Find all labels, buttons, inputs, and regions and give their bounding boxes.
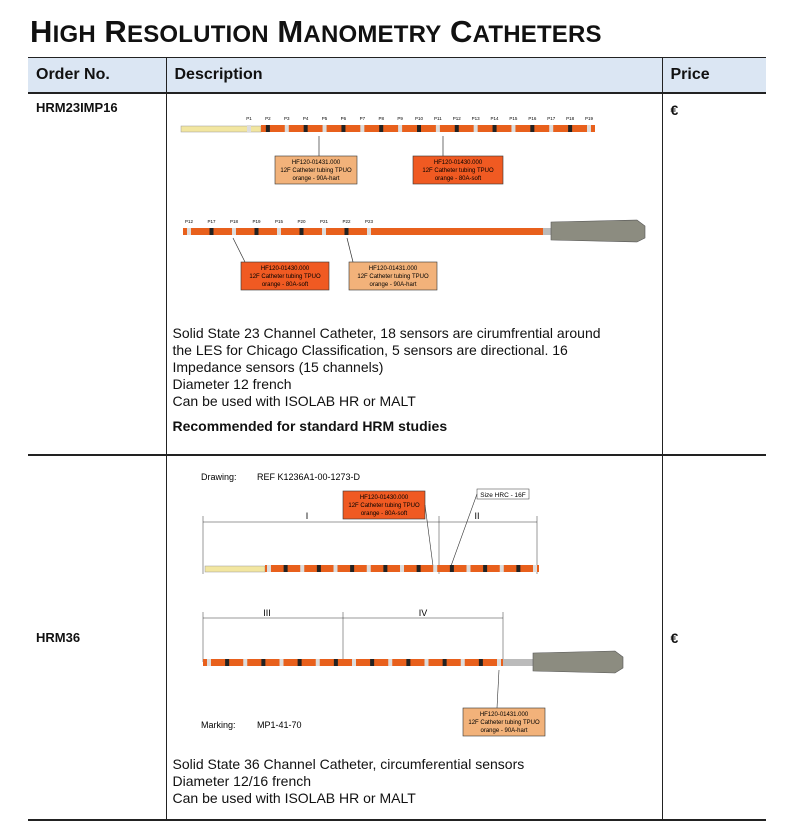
- svg-text:HF120-01430.000: HF120-01430.000: [260, 266, 309, 272]
- svg-text:HF120-01430.000: HF120-01430.000: [433, 160, 482, 166]
- tubing-box: [343, 491, 425, 519]
- sensor-mark: [284, 125, 288, 132]
- header-price: Price: [662, 58, 766, 94]
- svg-text:orange - 80A-soft: orange - 80A-soft: [360, 511, 407, 517]
- table-header-row: [28, 58, 766, 94]
- svg-text:orange - 90A-hart: orange - 90A-hart: [291, 176, 340, 182]
- table-row: [28, 93, 766, 455]
- tubing-box: [349, 262, 437, 290]
- svg-text:HF120-01431.000: HF120-01431.000: [291, 160, 340, 166]
- tubing-box: [413, 156, 503, 184]
- sensor-label: P12: [184, 219, 193, 224]
- svg-text:HF120-01430.000: HF120-01430.000: [359, 495, 408, 501]
- sensor-label: P6: [340, 116, 346, 121]
- sensor-mark: [283, 565, 287, 572]
- sensor-mark: [265, 125, 269, 132]
- sensor-label: P17: [206, 219, 216, 224]
- svg-text:12F Catheter tubing TPUO: 12F Catheter tubing TPUO: [248, 274, 321, 280]
- tubing-box: [241, 262, 329, 290]
- order-number: HRM23IMP16: [28, 93, 166, 455]
- sensor-mark: [473, 125, 477, 132]
- svg-text:HF120-01431.000: HF120-01431.000: [479, 712, 528, 718]
- sensor-mark: [360, 125, 364, 132]
- sensor-mark: [516, 565, 520, 572]
- svg-text:Marking:: Marking:: [200, 720, 236, 730]
- sensor-mark: [277, 228, 281, 235]
- sensor-label: P7: [359, 116, 365, 121]
- header-description: Description: [166, 58, 662, 94]
- svg-text:MP1-41-70: MP1-41-70: [256, 720, 302, 730]
- description-text: Solid State 23 Channel Catheter, 18 sensors are cirumfrential around the LES for Chicago Classification, 5 sensors are directional. 16 Impedance sensors (15 channels) Diameter 12 french Can be used with ISOLAB HR or MALT: [172, 325, 601, 409]
- sensor-mark: [478, 659, 482, 666]
- sensor-mark: [366, 565, 370, 572]
- sensor-label: P18: [565, 116, 574, 121]
- sensor-label: P22: [341, 219, 351, 224]
- sensor-mark: [315, 659, 319, 666]
- sensor-label: P17: [546, 116, 555, 121]
- sensor-mark: [533, 565, 537, 572]
- sensor-mark: [322, 125, 326, 132]
- sensor-mark: [322, 228, 326, 235]
- svg-text:HF120-01431.000: HF120-01431.000: [368, 266, 417, 272]
- sensor-label: P14: [490, 116, 499, 121]
- svg-text:12F Catheter tubing TPUO: 12F Catheter tubing TPUO: [347, 503, 420, 509]
- svg-text:12F Catheter tubing TPUO: 12F Catheter tubing TPUO: [467, 720, 540, 726]
- sensor-label: P13: [471, 116, 480, 121]
- header-order: Order No.: [28, 58, 166, 94]
- recommendation-note: Recommended for standard HRM studies: [172, 418, 448, 434]
- sensor-mark: [297, 659, 301, 666]
- svg-text:orange - 80A-soft: orange - 80A-soft: [434, 176, 481, 182]
- svg-text:12F Catheter tubing TPUO: 12F Catheter tubing TPUO: [421, 168, 494, 174]
- catheter-drawing-hrm36: [167, 456, 663, 756]
- sensor-label: P1: [245, 116, 252, 121]
- sensor-mark: [187, 228, 191, 235]
- catheter-drawing-hrm23: [167, 94, 663, 322]
- sensor-label: P9: [396, 116, 403, 121]
- sensor-mark: [460, 659, 464, 666]
- sensor-mark: [587, 125, 591, 132]
- sensor-mark: [398, 125, 402, 132]
- svg-text:REF K1236A1-00-1273-D: REF K1236A1-00-1273-D: [256, 472, 360, 482]
- sensor-mark: [207, 659, 211, 666]
- sensor-mark: [344, 228, 348, 235]
- page-title: HIGH RESOLUTION MANOMETRY CATHETERS: [30, 14, 602, 49]
- sensor-mark: [497, 659, 501, 666]
- sensor-label: P5: [321, 116, 327, 121]
- sensor-mark: [300, 565, 304, 572]
- sensor-mark: [367, 228, 371, 235]
- sensor-mark: [449, 565, 453, 572]
- sensor-mark: [424, 659, 428, 666]
- catalog-table: [28, 57, 766, 821]
- tubing-box: [463, 708, 545, 736]
- sensor-label: P19: [584, 116, 593, 121]
- sensor-label: P12: [452, 116, 461, 121]
- sensor-mark: [333, 565, 337, 572]
- sensor-mark: [254, 228, 258, 235]
- svg-text:orange - 80A-soft: orange - 80A-soft: [261, 282, 308, 288]
- sensor-label: P15: [274, 219, 283, 224]
- svg-text:12F Catheter tubing TPUO: 12F Catheter tubing TPUO: [356, 274, 429, 280]
- sensor-mark: [370, 659, 374, 666]
- sensor-label: P8: [377, 116, 384, 121]
- sensor-label: P15: [508, 116, 517, 121]
- sensor-mark: [499, 565, 503, 572]
- order-number: HRM36: [28, 455, 166, 820]
- description-cell: [166, 455, 662, 820]
- sensor-mark: [350, 565, 354, 572]
- sensor-mark: [549, 125, 553, 132]
- svg-text:12F Catheter tubing TPUO: 12F Catheter tubing TPUO: [279, 168, 352, 174]
- sensor-label: P20: [296, 219, 306, 224]
- svg-text:orange - 90A-hart: orange - 90A-hart: [479, 728, 528, 734]
- sensor-mark: [442, 659, 446, 666]
- sensor-mark: [279, 659, 283, 666]
- sensor-mark: [568, 125, 572, 132]
- sensor-label: P18: [229, 219, 238, 224]
- sensor-mark: [483, 565, 487, 572]
- svg-text:I: I: [305, 511, 308, 521]
- sensor-mark: [341, 125, 345, 132]
- sensor-mark: [406, 659, 410, 666]
- sensor-label: P19: [251, 219, 261, 224]
- sensor-label: P3: [283, 116, 290, 121]
- sensor-mark: [400, 565, 404, 572]
- sensor-mark: [225, 659, 229, 666]
- table-row: [28, 455, 766, 820]
- sensor-mark: [333, 659, 337, 666]
- price-cell: €: [662, 455, 766, 820]
- sensor-mark: [383, 565, 387, 572]
- sensor-mark: [466, 565, 470, 572]
- description-text: Solid State 36 Channel Catheter, circumferential sensors Diameter 12/16 french Can be used with ISOLAB HR or MALT: [172, 756, 525, 806]
- sensor-mark: [261, 659, 265, 666]
- svg-text:IV: IV: [418, 608, 427, 618]
- sensor-label: P4: [302, 116, 308, 121]
- description-cell: [166, 93, 662, 455]
- sensor-mark: [454, 125, 458, 132]
- sensor-mark: [267, 565, 271, 572]
- sensor-mark: [299, 228, 303, 235]
- sensor-mark: [352, 659, 356, 666]
- sensor-label: P23: [364, 219, 373, 224]
- svg-text:II: II: [473, 511, 480, 521]
- sensor-mark: [303, 125, 307, 132]
- svg-text:III: III: [262, 608, 271, 618]
- svg-text:Size HRC - 16F: Size HRC - 16F: [479, 492, 526, 499]
- sensor-label: P21: [319, 219, 328, 224]
- sensor-mark: [247, 125, 251, 132]
- svg-text:orange - 90A-hart: orange - 90A-hart: [368, 282, 417, 288]
- sensor-label: P16: [527, 116, 536, 121]
- sensor-mark: [416, 565, 420, 572]
- svg-text:Drawing:: Drawing:: [200, 472, 237, 482]
- sensor-mark: [530, 125, 534, 132]
- sensor-mark: [511, 125, 515, 132]
- price-cell: €: [662, 93, 766, 455]
- sensor-mark: [316, 565, 320, 572]
- sensor-label: P11: [433, 116, 442, 121]
- sensor-label: P10: [414, 116, 423, 121]
- sensor-mark: [379, 125, 383, 132]
- sensor-mark: [492, 125, 496, 132]
- tubing-box: [275, 156, 357, 184]
- sensor-mark: [435, 125, 439, 132]
- sensor-mark: [417, 125, 421, 132]
- sensor-mark: [388, 659, 392, 666]
- sensor-mark: [209, 228, 213, 235]
- sensor-mark: [433, 565, 437, 572]
- sensor-mark: [232, 228, 236, 235]
- sensor-mark: [243, 659, 247, 666]
- sensor-label: P2: [264, 116, 271, 121]
